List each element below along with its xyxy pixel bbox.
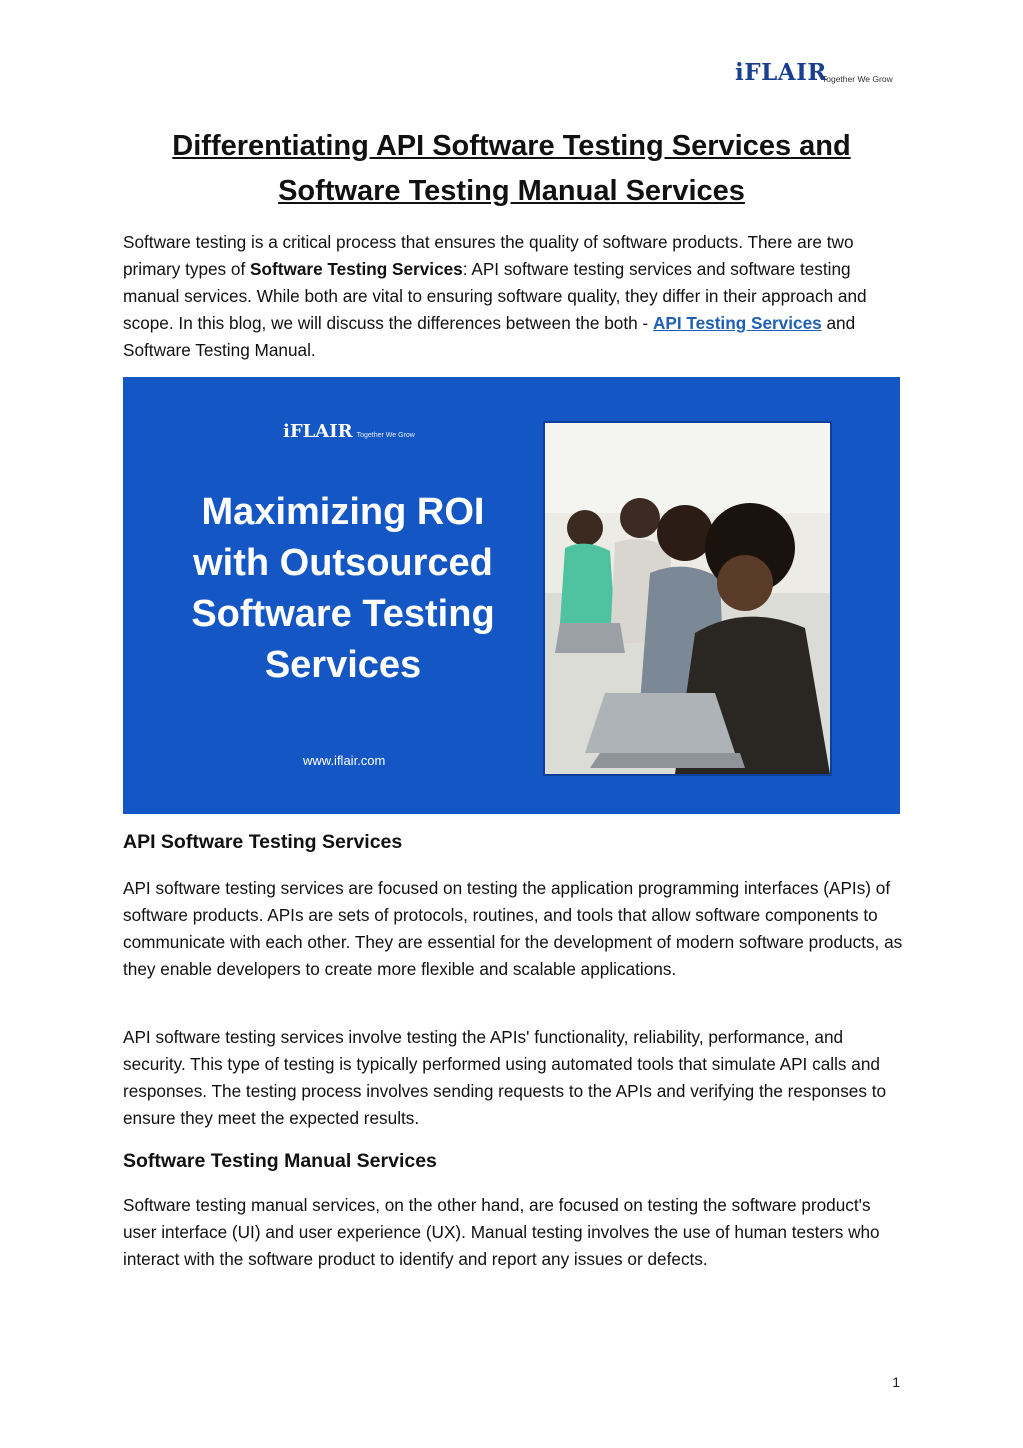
intro-text-2: : API software testing services and software testing manual services. While both are vital to ensuring software quality, they differ in their approach and scope. In this blog, we will discuss the differences between the both - bbox=[123, 259, 867, 333]
brand-logo bbox=[735, 56, 905, 92]
section2-paragraph-1: Software testing manual services, on the other hand, are focused on testing the software product's user interface (UI) and user experience (UX). Manual testing involves the use of human testers who interact with the software product to identify and report any issues or defects. bbox=[123, 1195, 880, 1269]
page-title: Differentiating API Software Testing Services and Software Testing Manual Services bbox=[172, 130, 851, 207]
intro-paragraph bbox=[123, 229, 903, 364]
banner-logo-tagline: Together We Grow bbox=[356, 432, 415, 439]
banner-logo-brand: iFLAIR bbox=[283, 421, 353, 442]
api-testing-services-link[interactable]: API Testing Services bbox=[652, 313, 822, 333]
intro-text-3: and Software Testing Manual. bbox=[123, 313, 856, 360]
section2-heading: Software Testing Manual Services bbox=[123, 1150, 437, 1172]
section1-paragraph-2: API software testing services involve testing the APIs' functionality, reliability, performance, and security. This type of testing is typically performed using automated tools that simulate API calls and responses. The testing process involves sending requests to the APIs and verifying the responses to ensure they meet the expected results. bbox=[123, 1027, 887, 1128]
promo-banner bbox=[123, 377, 900, 814]
logo-tagline: Together We Grow bbox=[822, 74, 893, 84]
section1-paragraph-1: API software testing services are focused on testing the application programming interfaces (APIs) of software products. APIs are sets of protocols, routines, and tools that allow software components to communicate with each other. They are essential for the development of modern software products, as they enable developers to create more flexible and scalable applications. bbox=[123, 878, 903, 979]
people-testing-photo bbox=[543, 421, 832, 776]
page-number: 1 bbox=[892, 1374, 900, 1390]
banner-logo bbox=[283, 421, 415, 442]
intro-bold: Software Testing Services bbox=[250, 259, 463, 279]
logo-brand: iFLAIR bbox=[735, 59, 827, 86]
section1-heading: API Software Testing Services bbox=[123, 831, 403, 853]
banner-url: www.iflair.com bbox=[303, 753, 386, 768]
intro-text-1: Software testing is a critical process that ensures the quality of software products. There are two primary types of bbox=[123, 232, 854, 279]
banner-headline: Maximizing ROI with Outsourced Software Testing Services bbox=[191, 491, 495, 686]
